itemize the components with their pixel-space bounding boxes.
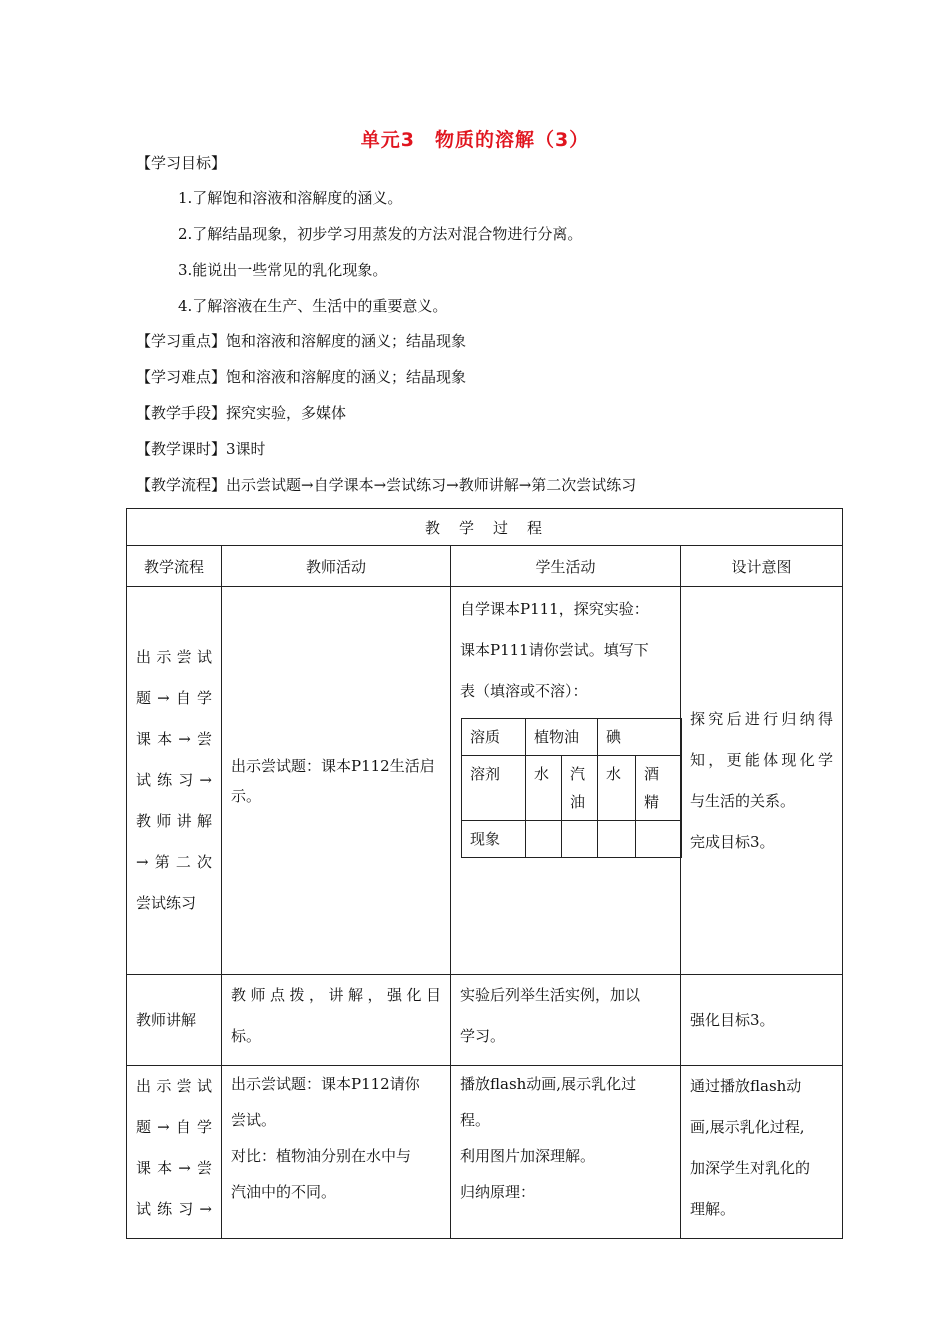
- teacher-activity-cell: 教师点拨，讲解，强化目 标。: [222, 975, 451, 1066]
- teaching-process-table: [126, 508, 843, 1239]
- objective-1: 1.了解饱和溶液和溶解度的涵义。: [178, 189, 403, 207]
- objective-3: 3.能说出一些常见的乳化现象。: [178, 261, 388, 279]
- objectives-label: 【学习目标】: [136, 154, 227, 172]
- phenomenon-cell: [598, 821, 636, 858]
- column-header-flow: 教学流程: [127, 546, 222, 587]
- solvent-label: 溶剂: [462, 756, 526, 821]
- table-header: 教 学 过 程: [127, 509, 843, 546]
- design-intent-cell: 通过播放flash动 画,展示乳化过程, 加深学生对乳化的 理解。: [681, 1066, 843, 1239]
- solubility-table: [461, 718, 682, 858]
- phenomenon-cell: [636, 821, 682, 858]
- student-activity-cell: 自学课本P111，探究实验： 课本P111请你尝试。填写下 表（填溶或不溶）： 溶质 植物油 碘 溶剂 水 汽油 水 酒精 现象: [451, 587, 681, 975]
- class-hours: 【教学课时】3课时: [136, 440, 266, 458]
- student-activity-cell: 播放flash动画,展示乳化过 程。 利用图片加深理解。 归纳原理：: [451, 1066, 681, 1239]
- table-row: [127, 975, 843, 1066]
- flow-cell: 教师讲解: [127, 975, 222, 1066]
- solvent-alcohol: 酒精: [636, 756, 682, 821]
- solute-label: 溶质: [462, 719, 526, 756]
- teacher-activity-cell: 出示尝试题：课本P112生活启示。: [222, 587, 451, 975]
- table-row: [127, 587, 843, 975]
- solvent-water-2: 水: [598, 756, 636, 821]
- solute-vegetable-oil: 植物油: [526, 719, 598, 756]
- key-points: 【学习重点】饱和溶液和溶解度的涵义；结晶现象: [136, 332, 467, 350]
- column-header-teacher: 教师活动: [222, 546, 451, 587]
- difficult-points: 【学习难点】饱和溶液和溶解度的涵义；结晶现象: [136, 368, 467, 386]
- objective-2: 2.了解结晶现象，初步学习用蒸发的方法对混合物进行分离。: [178, 225, 583, 243]
- solute-iodine: 碘: [598, 719, 682, 756]
- flow-cell: 出示尝试 题→自学 课本→尝 试练习→ 教师讲解 →第二次 尝试练习: [127, 587, 222, 975]
- design-intent-cell: 强化目标3。: [681, 975, 843, 1066]
- teaching-means: 【教学手段】探究实验，多媒体: [136, 404, 347, 422]
- design-intent-cell: 探究后进行归纳得 知，更能体现化学 与生活的关系。 完成目标3。: [681, 587, 843, 975]
- teaching-flow: 【教学流程】出示尝试题→自学课本→尝试练习→教师讲解→第二次尝试练习: [136, 476, 637, 494]
- page-title: 单元3 物质的溶解（3）: [360, 129, 590, 151]
- solvent-gasoline: 汽油: [562, 756, 598, 821]
- student-activity-cell: 实验后列举生活实例，加以 学习。: [451, 975, 681, 1066]
- table-row: [127, 1066, 843, 1239]
- teacher-activity-cell: 出示尝试题：课本P112请你 尝试。 对比：植物油分别在水中与 汽油中的不同。: [222, 1066, 451, 1239]
- solvent-water-1: 水: [526, 756, 562, 821]
- column-header-intent: 设计意图: [681, 546, 843, 587]
- objective-4: 4.了解溶液在生产、生活中的重要意义。: [178, 297, 448, 315]
- phenomenon-label: 现象: [462, 821, 526, 858]
- flow-cell: 出示尝试 题→自学 课本→尝 试练习→: [127, 1066, 222, 1239]
- phenomenon-cell: [526, 821, 562, 858]
- column-header-student: 学生活动: [451, 546, 681, 587]
- phenomenon-cell: [562, 821, 598, 858]
